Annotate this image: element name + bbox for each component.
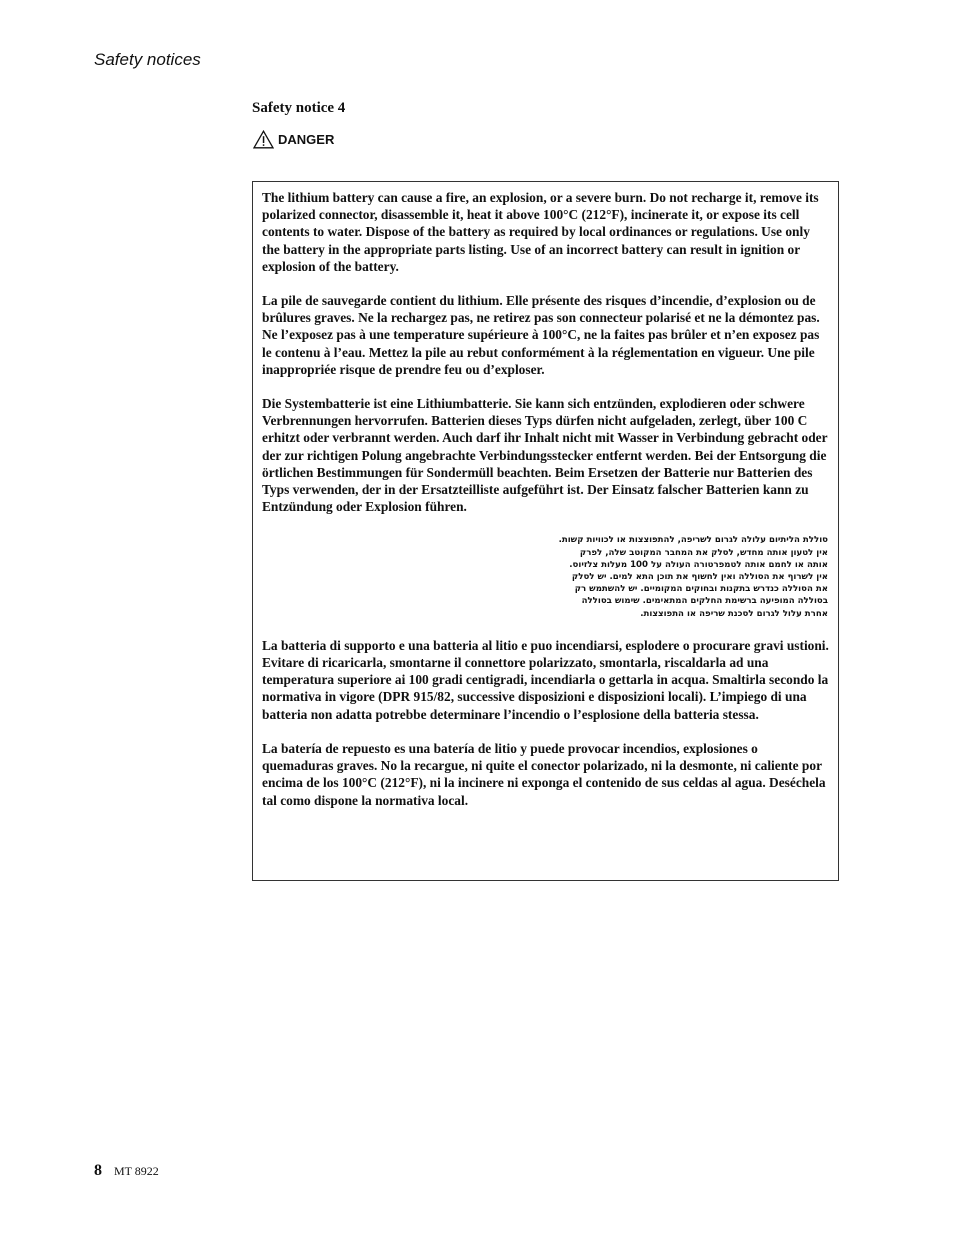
notice-text-english: The lithium battery can cause a fire, an explosion, or a severe burn. Do not recharge it, remove its polarized connector, disassemble it, heat it above 100°C (212°F), incinerate it, or expose its cell contents to water. Dispose of the battery as required by local ordinances or regulations. Use only the battery in the appropriate parts listing. Use of an incorrect battery can result in ignition or explosion of the battery. — [262, 190, 819, 274]
danger-heading — [253, 130, 334, 149]
notice-text-german: Die Systembatterie ist eine Lithiumbatterie. Sie kann sich entzünden, explodieren oder schwere Verbrennungen hervorrufen. Batterien dieses Typs dürfen nicht aufgeladen, zerlegt, über 100 C erhitzt oder verbrannt werden. Auch darf ihr Inhalt nicht mit Wasser in Verbindung gebracht oder der zur richtigen Polung angebrachte Verbindungsstecker entfernt werden. Bei der Entsorgung die örtlichen Bestimmungen für Sondermüll beachten. Beim Ersetzen der Batterie nur Batterien des Typs verwenden, der in der Ersatzteilliste aufgeführt ist. Der Einsatz falscher Batterien kann zu Entzündung oder Explosion führen. — [262, 396, 828, 515]
document-id: MT 8922 — [114, 1164, 159, 1178]
running-header: Safety notices — [94, 50, 201, 69]
notice-text-italian: La batteria di supporto e una batteria al litio e puo incendiarsi, esplodere o procurare gravi ustioni. Evitare di ricaricarla, smontarne il connettore polarizzato, smontarla, riscaldarla ad una temperatura superiore ai 100 gradi centigradi, incendiarla o gettarla in acqua. Smaltirla secondo la normativa in vigore (DPR 915/82, successive disposizioni e disposizioni locali). L’impiego di una batteria non adatta potrebbe determinare l’incendio o l’esplosione della batteria stessa. — [262, 637, 829, 722]
notice-text-hebrew: סוללת הליתיום עלולה לגרום לשריפה, להתפוצצות או לכוויות קשות. אין לטעון אותה מחדש, לסלק את המחבר המקוטב שלה, לפרק אותה או לחמם אותה לטמפרטורה העולה על 100 מעלות צלזיוס. אין לשרוף את הסוללה ואין לחשוף את תוכן התא למים. יש לסלק את הסוללה כנדרש בתקנות ובחוקים המקומיים. יש להשתמש רק בסוללה המופיעה ברשימת החלקים המתאימים. שימוש בסוללה אחרת עלול לגרום לסכנת שריפה או התפוצצות. — [558, 535, 828, 619]
notice-text-spanish: La batería de repuesto es una batería de litio y puede provocar incendios, explosiones o quemaduras graves. No la recargue, ni quite el conector polarizado, ni la desmonte, ni caliente por encima de los 100°C (212°F), ni la incinere ni exponga el contenido de sus celdas al agua. Deséchela tal como dispone la normativa local. — [262, 740, 826, 808]
warning-triangle-icon — [253, 130, 274, 149]
notice-text-french: La pile de sauvegarde contient du lithium. Elle présente des risques d’incendie, d’explosion ou de brûlures graves. Ne la rechargez pas, ne retirez pas son connecteur polarisé et ne la démontez pas. Ne l’exposez pas à une temperature supérieure à 100°C, ne la faites pas brûler et n’en exposez pas le contenu à l’eau. Mettez la pile au rebut conformément à la réglementation en vigueur. Une pile inappropriée risque de prendre feu ou d’exploser. — [262, 293, 820, 377]
danger-label: DANGER — [278, 132, 335, 147]
notice-title: Safety notice 4 — [252, 100, 346, 116]
page-footer — [94, 1161, 159, 1181]
page-number: 8 — [94, 1162, 102, 1179]
danger-notice-box — [252, 181, 839, 881]
